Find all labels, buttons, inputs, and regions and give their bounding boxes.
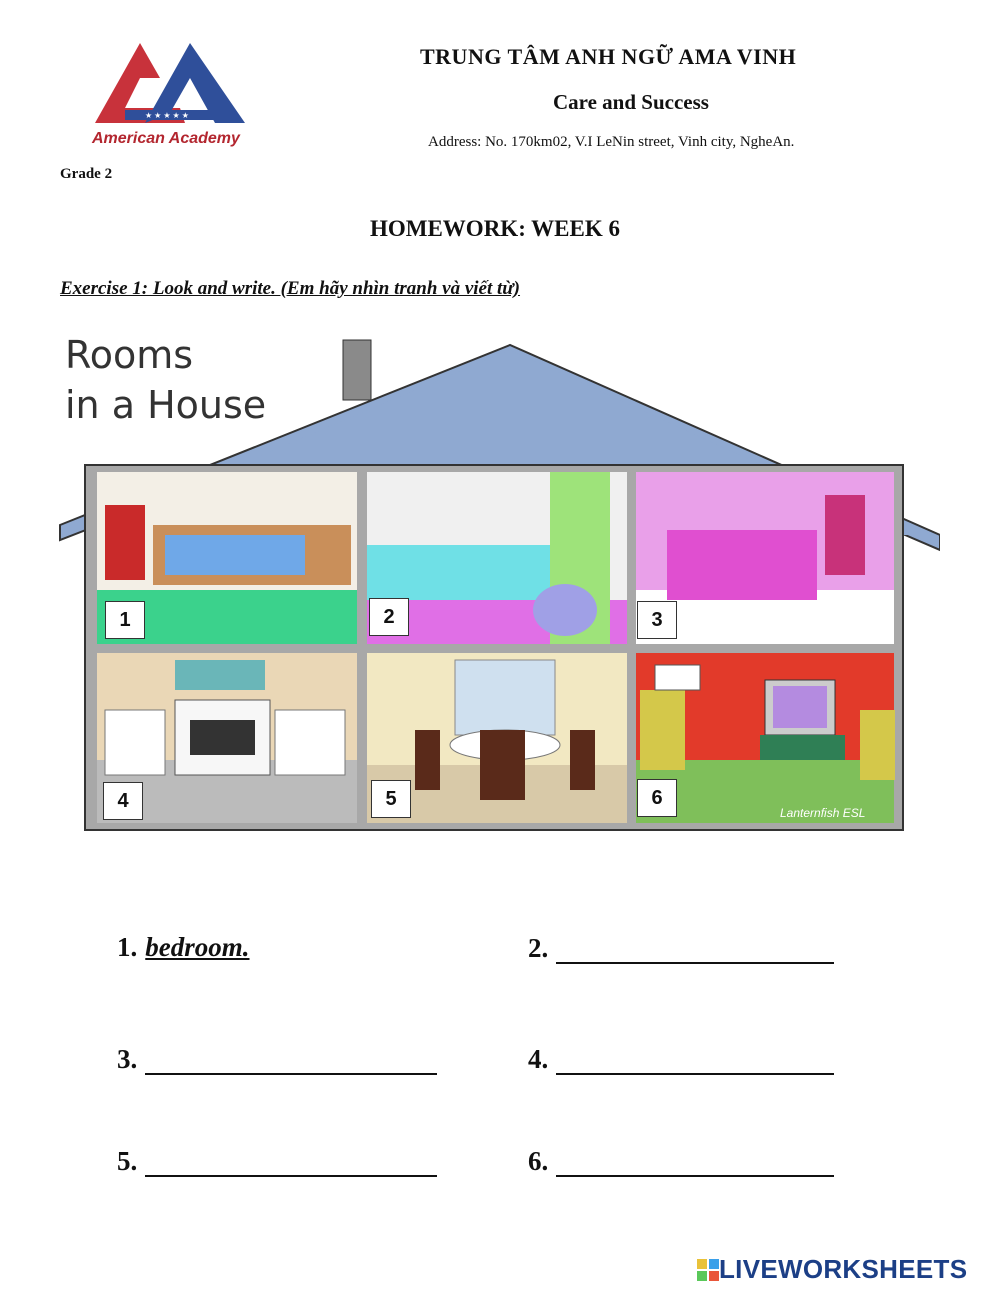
picture-heading-line1: Rooms [65, 333, 194, 377]
room-number-1: 1 [105, 601, 145, 639]
answer-3-input[interactable] [145, 1043, 437, 1075]
grade-label: Grade 2 [60, 166, 113, 182]
room-number-3: 3 [637, 601, 677, 639]
answer-number: 6. [528, 1146, 549, 1176]
center-name: TRUNG TÂM ANH NGỮ AMA VINH [420, 44, 797, 69]
answer-2-input[interactable] [556, 932, 834, 964]
page-title: HOMEWORK: WEEK 6 [369, 216, 621, 241]
answer-6 [528, 1145, 834, 1177]
motto: Care and Success [553, 90, 709, 114]
answer-4-input[interactable] [556, 1043, 834, 1075]
answer-5-input[interactable] [145, 1145, 437, 1177]
room-number-6: 6 [637, 779, 677, 817]
answer-4 [528, 1043, 834, 1075]
answer-number: 4. [528, 1044, 549, 1074]
answer-number: 3. [117, 1044, 138, 1074]
svg-text:★ ★ ★ ★ ★: ★ ★ ★ ★ ★ [145, 111, 189, 120]
answer-number: 1. [117, 932, 138, 962]
address: Address: No. 170km02, V.I LeNin street, Vinh city, NgheAn. [428, 134, 795, 150]
room-number-5: 5 [371, 780, 411, 818]
answer-number: 2. [528, 933, 549, 963]
image-credit: Lanternfish ESL [780, 806, 866, 820]
american-academy-logo-icon [85, 38, 265, 138]
picture-heading-line2: in a House [65, 383, 267, 427]
answer-1 [117, 932, 250, 963]
room-number-2: 2 [369, 598, 409, 636]
logo-text: American Academy [92, 130, 240, 147]
brand-text: LIVEWORKSHEETS [719, 1254, 968, 1284]
house-illustration [55, 320, 940, 840]
liveworksheets-logo-icon [697, 1259, 719, 1281]
room-number-4: 4 [103, 782, 143, 820]
liveworksheets-brand[interactable] [697, 1254, 967, 1285]
answer-number: 5. [117, 1146, 138, 1176]
answer-6-input[interactable] [556, 1145, 834, 1177]
answer-3 [117, 1043, 437, 1075]
exercise-instruction: Exercise 1: Look and write. (Em hãy nhìn tranh và viết từ) [60, 278, 521, 299]
answer-2 [528, 932, 834, 964]
answer-1-text[interactable]: bedroom. [145, 932, 250, 962]
answer-5 [117, 1145, 437, 1177]
